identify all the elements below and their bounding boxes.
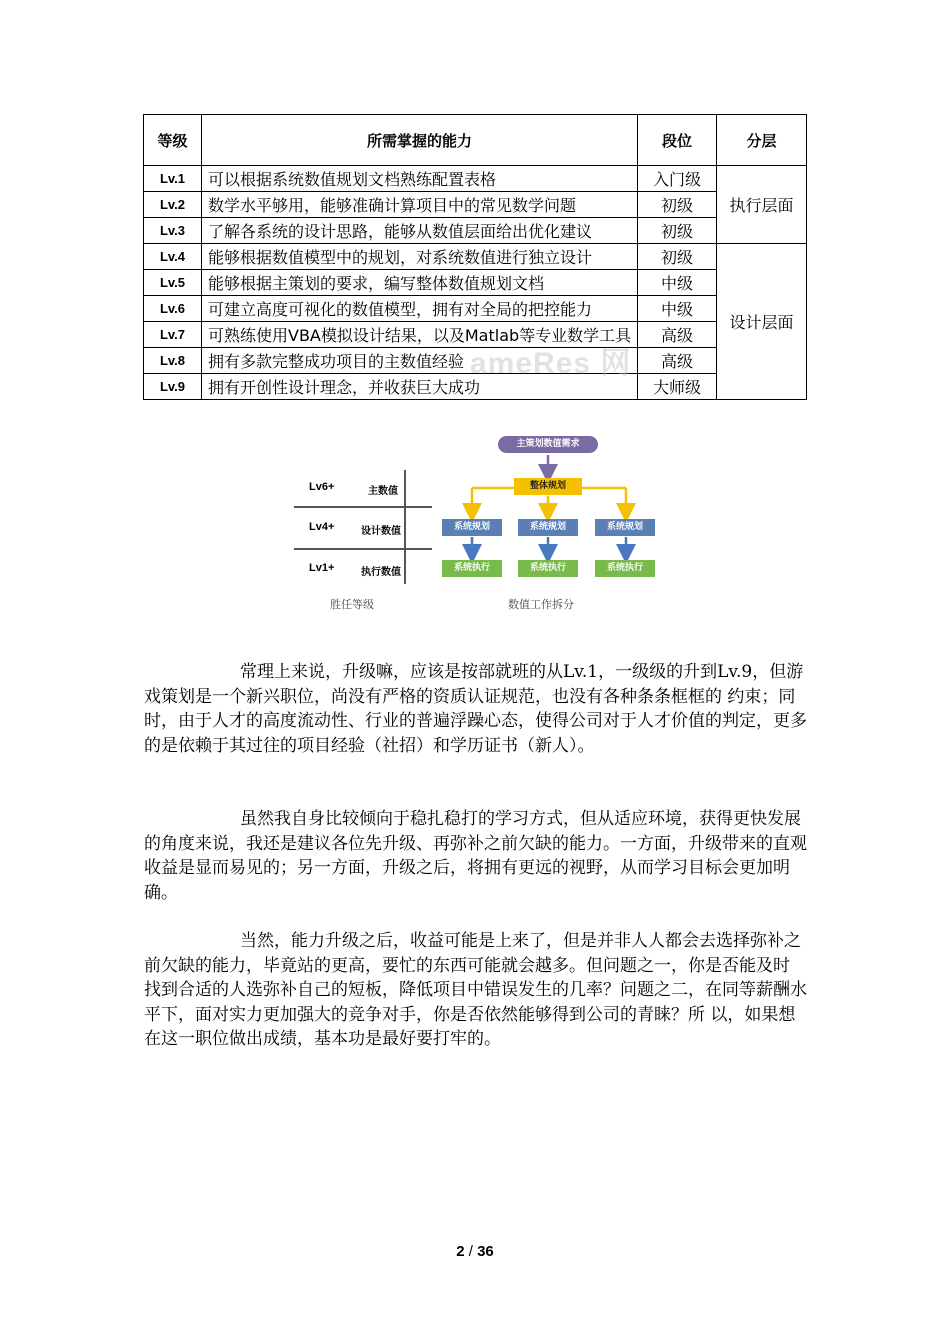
page-separator: /: [468, 1243, 473, 1260]
level-label-lv6: Lv6+: [309, 481, 335, 493]
table-row: [144, 218, 807, 244]
ability-cell: 数学水平够用，能够准确计算项目中的常见数学问题: [202, 192, 638, 218]
rank-cell: 中级: [638, 296, 717, 322]
level-label-lv1: Lv1+: [309, 562, 335, 574]
level-cell: Lv.4: [144, 244, 202, 270]
paragraph-2: [144, 807, 808, 905]
level-cell: Lv.5: [144, 270, 202, 296]
system-exec-box: 系统执行: [595, 560, 655, 577]
header-ability: 所需掌握的能力: [202, 115, 638, 166]
ability-cell: 可以根据系统数值规划文档熟练配置表格: [202, 166, 638, 192]
tier-label-exec: 执行数值: [361, 567, 401, 578]
paragraph-1: [144, 660, 808, 758]
rank-cell: 中级: [638, 270, 717, 296]
table-row: [144, 192, 807, 218]
level-cell: Lv.1: [144, 166, 202, 192]
rank-cell: 初级: [638, 192, 717, 218]
overall-plan-box: 整体规划: [514, 478, 582, 495]
paragraph-text: 当然，能力升级之后，收益可能是上来了，但是并非人人都会去选择弥补之前欠缺的能力，毕竟站的更高，要忙的东西可能就会越多。但问题之一，你是否能及时 找到合适的人选弥补自己的短板，降低项目中错误发生的几率？问题之二，在同等薪酬水平下，面对实力更加强大的竞争对手，你是否依然能够得到公司的青睐？所 以，如果想在这一职位做出成绩，基本功是最好要打牢的。: [144, 931, 807, 1049]
rank-cell: 初级: [638, 244, 717, 270]
total-pages: 36: [477, 1243, 494, 1260]
caption-competency: 胜任等级: [330, 598, 374, 611]
watermark: ameRes 网: [470, 347, 632, 380]
paragraph-3: [144, 929, 808, 1052]
level-cell: Lv.3: [144, 218, 202, 244]
ability-cell: 拥有多款完整成功项目的主数值经验: [202, 348, 638, 374]
table-row: [144, 270, 807, 296]
level-cell: Lv.6: [144, 296, 202, 322]
tier-label-main: 主数值: [368, 486, 398, 497]
level-cell: Lv.8: [144, 348, 202, 374]
page-number: [0, 1243, 950, 1260]
current-page: 2: [456, 1243, 465, 1260]
paragraph-text: 常理上来说，升级嘛，应该是按部就班的从Lv.1，一级级的升到Lv.9，但游戏策划是一个新兴职位，尚没有严格的资质认证规范，也没有各种条条框框的 约束；同时，由于人才的高度流动性、行业的普遍浮躁心态，使得公司对于人才价值的判定，更多的是依赖于其过往的项目经验（社招）和学历证书（新人）。: [144, 662, 807, 756]
rank-cell: 初级: [638, 218, 717, 244]
system-exec-box: 系统执行: [518, 560, 578, 577]
table-row: [144, 296, 807, 322]
rank-cell: 高级: [638, 348, 717, 374]
system-exec-box: 系统执行: [442, 560, 502, 577]
tier-label-design: 设计数值: [361, 526, 401, 537]
rank-cell: 高级: [638, 322, 717, 348]
ability-cell: 了解各系统的设计思路，能够从数值层面给出优化建议: [202, 218, 638, 244]
ability-cell: 可熟练使用VBA模拟设计结果，以及Matlab等专业数学工具: [202, 322, 638, 348]
layer-cell-execution: 执行层面: [717, 166, 807, 244]
header-level: 等级: [144, 115, 202, 166]
table-header-row: [144, 115, 807, 166]
level-label-lv4: Lv4+: [309, 521, 335, 533]
ability-cell: 拥有开创性设计理念，并收获巨大成功: [202, 374, 638, 400]
level-cell: Lv.9: [144, 374, 202, 400]
workflow-diagram: [280, 428, 680, 618]
system-plan-box: 系统规划: [518, 519, 578, 536]
ability-cell: 可建立高度可视化的数值模型，拥有对全局的把控能力: [202, 296, 638, 322]
table-row: [144, 244, 807, 270]
ability-cell: 能够根据主策划的要求，编写整体数值规划文档: [202, 270, 638, 296]
level-cell: Lv.2: [144, 192, 202, 218]
header-rank: 段位: [638, 115, 717, 166]
master-requirement-box: 主策划数值需求: [498, 436, 598, 453]
ability-cell: 能够根据数值模型中的规划，对系统数值进行独立设计: [202, 244, 638, 270]
header-layer: 分层: [717, 115, 807, 166]
table-crop-mask: [140, 401, 810, 413]
level-cell: Lv.7: [144, 322, 202, 348]
layer-cell-design: 设计层面: [717, 244, 807, 400]
caption-breakdown: 数值工作拆分: [508, 598, 574, 611]
paragraph-text: 虽然我自身比较倾向于稳扎稳打的学习方式，但从适应环境，获得更快发展的角度来说，我还是建议各位先升级、再弥补之前欠缺的能力。一方面，升级带来的直观收益是显而易见的；另一方面，升级之后，将拥有更远的视野，从而学习目标会更加明确。: [144, 809, 807, 903]
rank-cell: 入门级: [638, 166, 717, 192]
system-plan-box: 系统规划: [595, 519, 655, 536]
system-plan-box: 系统规划: [442, 519, 502, 536]
table-row: [144, 166, 807, 192]
rank-cell: 大师级: [638, 374, 717, 400]
